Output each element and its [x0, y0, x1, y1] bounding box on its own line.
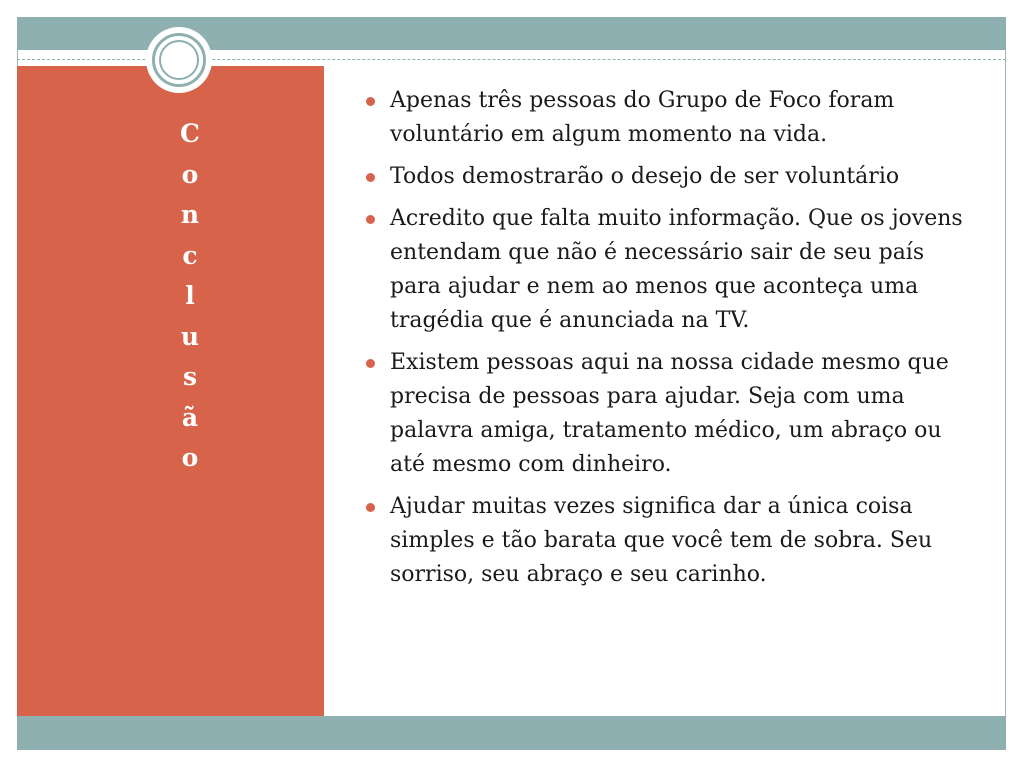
- title-letter: o: [181, 159, 199, 189]
- bullet-item: [362, 160, 974, 194]
- bullet-item: [362, 84, 974, 152]
- bullet-item: [362, 202, 974, 338]
- title-letter: l: [185, 281, 195, 310]
- bullet-text: Ajudar muitas vezes significa dar a única coisa simples e tão barata que você tem de sobra. Seu sorriso, seu abraço e seu carinho.: [390, 494, 933, 587]
- bottom-band: [17, 716, 1006, 750]
- bullet-list-content: [362, 84, 974, 600]
- title-letter: c: [182, 240, 198, 270]
- bullet-item: [362, 346, 974, 482]
- bullet-list: [362, 84, 974, 592]
- bullet-icon: [366, 215, 375, 224]
- bullet-text: Acredito que falta muito informação. Que os jovens entendam que não é necessário sair de seu país para ajudar e nem ao menos que aconteça uma tragédia que é anunciada na TV.: [390, 206, 963, 333]
- title-letter: ã: [181, 402, 199, 432]
- bullet-icon: [366, 359, 375, 368]
- bullet-text: Existem pessoas aqui na nossa cidade mesmo que precisa de pessoas para ajudar. Seja com uma palavra amiga, tratamento médico, um abraço ou até mesmo com dinheiro.: [390, 350, 949, 477]
- bullet-text: Todos demostrarão o desejo de ser voluntário: [390, 164, 900, 189]
- bullet-text: Apenas três pessoas do Grupo de Foco foram voluntário em algum momento na vida.: [390, 88, 895, 147]
- title-letter: C: [180, 119, 200, 148]
- title-letter: s: [182, 362, 198, 391]
- bullet-icon: [366, 503, 375, 512]
- title-letter: o: [181, 443, 199, 472]
- title-letter: n: [180, 200, 200, 229]
- slide-title: [150, 114, 230, 479]
- bullet-item: [362, 490, 974, 592]
- medallion-icon: [146, 27, 212, 93]
- bullet-icon: [366, 97, 375, 106]
- medallion-inner-ring: [159, 40, 199, 80]
- title-letter: u: [180, 321, 200, 351]
- bullet-icon: [366, 173, 375, 182]
